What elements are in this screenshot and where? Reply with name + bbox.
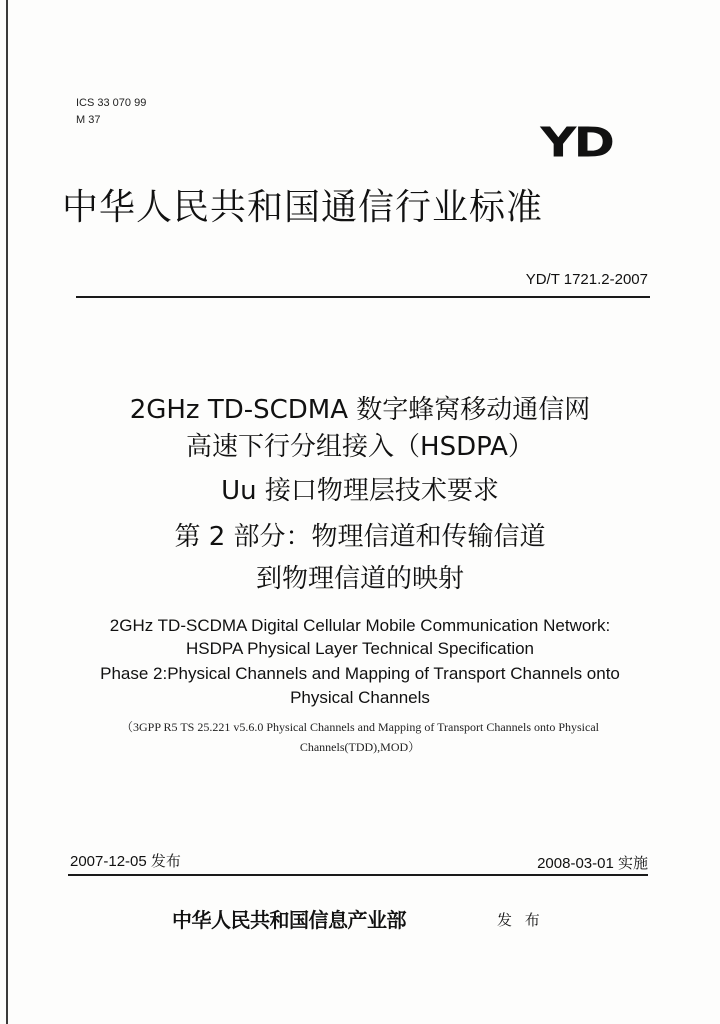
standard-number: YD/T 1721.2-2007 (525, 271, 648, 288)
title-cn-line-1: 2GHz TD-SCDMA 数字蜂窝移动通信网 (129, 395, 591, 425)
footer-divider (68, 874, 648, 876)
title-en-line-4: Physical Channels (290, 688, 430, 707)
title-cn-line-5: 到物理信道的映射 (255, 564, 464, 594)
reference-note-line-1: （3GPP R5 TS 25.221 v5.6.0 Physical Channels and Mapping of Transport Channels onto Physical (120, 720, 599, 734)
title-en-line-1: 2GHz TD-SCDMA Digital Cellular Mobile Communication Network: (109, 616, 611, 635)
reference-note-line-2: Channels(TDD),MOD） (299, 740, 421, 754)
title-en-line-3: Phase 2:Physical Channels and Mapping of Transport Channels onto (100, 664, 620, 683)
ics-code: ICS 33 070 99 (76, 97, 147, 109)
page-left-border (6, 0, 8, 1024)
title-cn-line-4: 第 2 部分：物理信道和传输信道 (174, 522, 546, 552)
title-cn-line-2: 高速下行分组接入（HSDPA） (186, 432, 534, 462)
yd-logo: YD (540, 118, 612, 167)
issue-label: 发 布 (497, 911, 544, 929)
classification-code: M 37 (76, 114, 101, 126)
issue-date: 2007-12-05 发布 (70, 853, 181, 870)
standard-title: 中华人民共和国通信行业标准 (62, 187, 544, 228)
issuing-authority: 中华人民共和国信息产业部 (172, 908, 406, 932)
title-en-line-2: HSDPA Physical Layer Technical Specification (185, 639, 535, 658)
implementation-date: 2008-03-01 实施 (537, 855, 648, 872)
title-cn-line-3: Uu 接口物理层技术要求 (221, 476, 499, 506)
header-divider (76, 296, 650, 298)
